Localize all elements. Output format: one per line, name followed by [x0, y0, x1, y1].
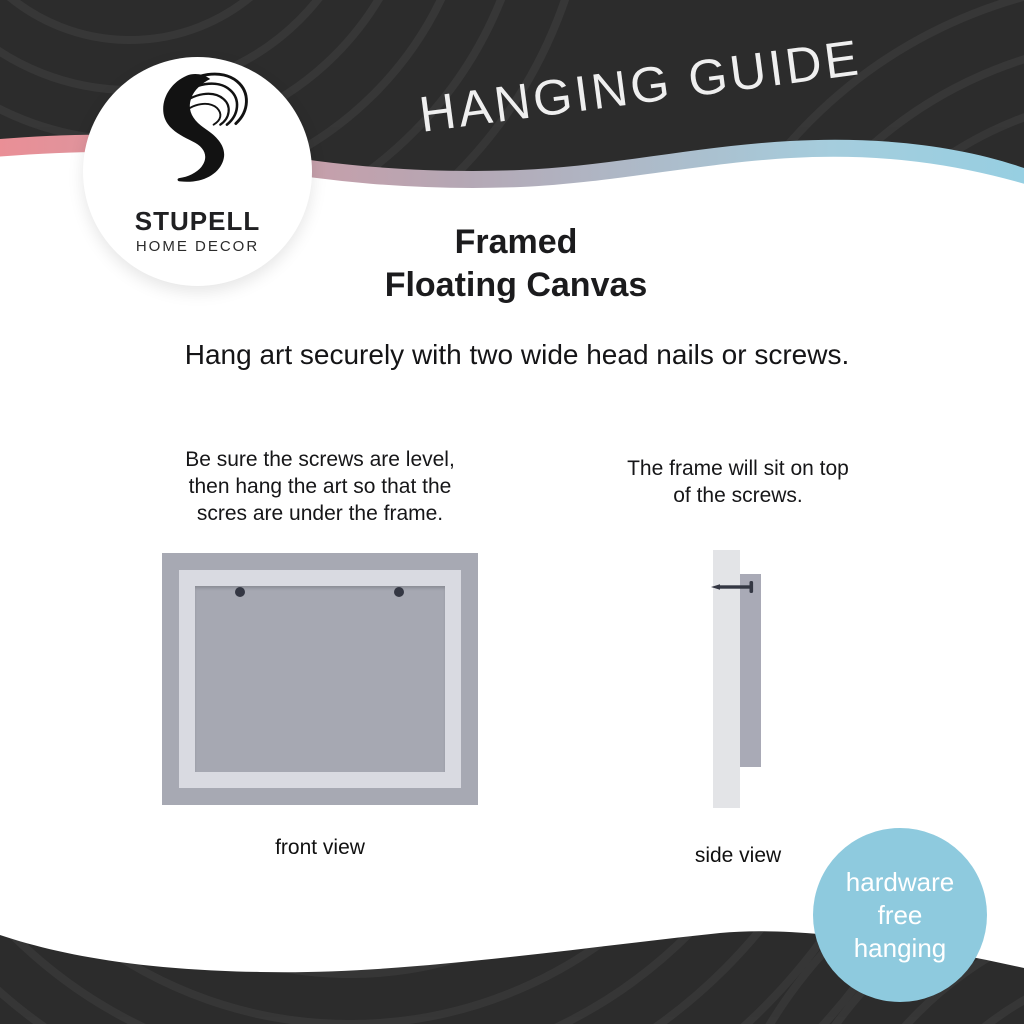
hardware-free-badge	[813, 828, 987, 1002]
page-title: HANGING GUIDE	[415, 29, 865, 143]
intro-text: Hang art securely with two wide head nails or screws.	[184, 339, 850, 370]
brand-logo-circle	[83, 57, 312, 286]
nail-icon	[711, 579, 757, 595]
side-view-caption: side view	[694, 844, 782, 867]
step-1-text	[165, 446, 475, 527]
step-1-line-3: scres are under the frame.	[196, 502, 444, 525]
badge-line-3: hanging	[853, 932, 947, 963]
product-title-line1: Framed	[454, 223, 578, 261]
front-view-caption: front view	[275, 836, 365, 859]
brand-name: STUPELL	[134, 206, 261, 236]
step-2-text	[592, 455, 884, 509]
frame-canvas	[195, 586, 445, 772]
step-1-line-2: then hang the art so that the	[188, 475, 452, 498]
brand-tagline: HOME DECOR	[135, 238, 260, 255]
stupell-s-swoosh-icon	[142, 69, 254, 197]
product-title	[256, 221, 776, 307]
badge-line-1: hardware	[845, 866, 955, 897]
product-title-line2: Floating Canvas	[384, 266, 648, 304]
screw-dot-right	[394, 587, 404, 597]
step-2-line-2: of the screws.	[673, 484, 803, 507]
step-1-line-1: Be sure the screws are level,	[185, 448, 455, 471]
side-view-canvas-bar	[740, 574, 761, 767]
step-2-line-1: The frame will sit on top	[627, 457, 849, 480]
badge-line-2: free	[877, 899, 923, 930]
screw-dot-left	[235, 587, 245, 597]
frame-mat	[179, 570, 461, 788]
front-view-diagram	[162, 553, 478, 805]
